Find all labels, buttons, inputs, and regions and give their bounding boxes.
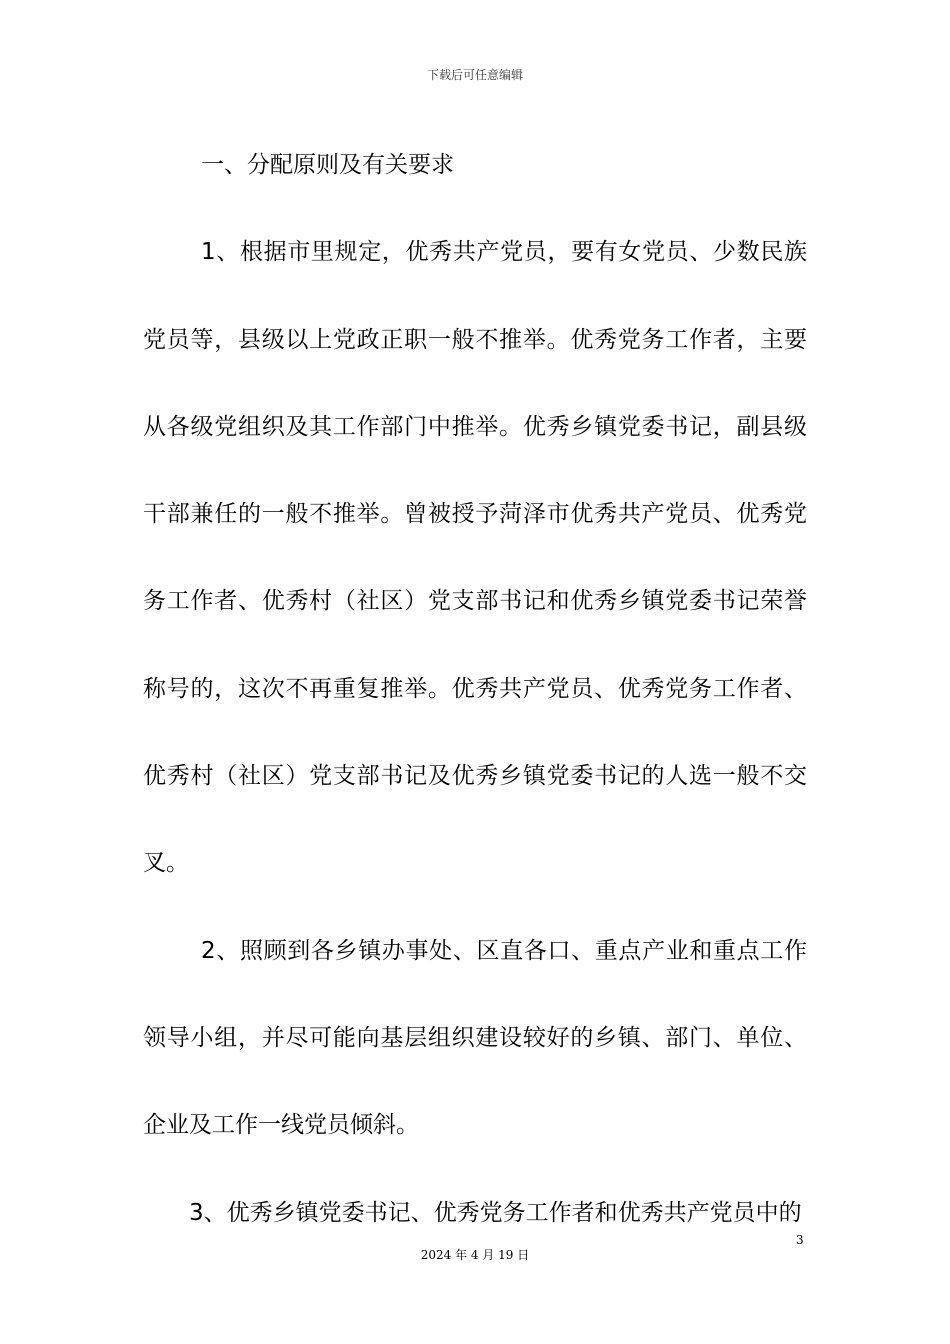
document-body xyxy=(143,122,807,1257)
paragraph-1: 1、根据市里规定，优秀共产党员，要有女党员、少数民族党员等，县级以上党政正职一般不推举。优秀党务工作者，主要从各级党组织及其工作部门中推举。优秀乡镇党委书记，副县级干部兼任的一般不推举。曾被授予菏泽市优秀共产党员、优秀党务工作者、优秀村（社区）党支部书记和优秀乡镇党委书记荣誉称号的，这次不再重复推举。优秀共产党员、优秀党务工作者、优秀村（社区）党支部书记及优秀乡镇党委书记的人选一般不交叉。 xyxy=(143,239,807,877)
section-heading: 一、分配原则及有关要求 xyxy=(201,152,454,178)
paragraph-3: 3、优秀乡镇党委书记、优秀党务工作者和优秀共产党员中的 xyxy=(189,1199,802,1226)
paragraph-2: 2、照顾到各乡镇办事处、区直各口、重点产业和重点工作领导小组，并尽可能向基层组织建设较好的乡镇、部门、单位、企业及工作一线党员倾斜。 xyxy=(143,937,807,1139)
page-number: 3 xyxy=(796,1233,804,1247)
page-header: 下载后可任意编辑 xyxy=(426,68,523,82)
page-footer-date: 2024 年 4 月 19 日 xyxy=(420,1248,530,1262)
